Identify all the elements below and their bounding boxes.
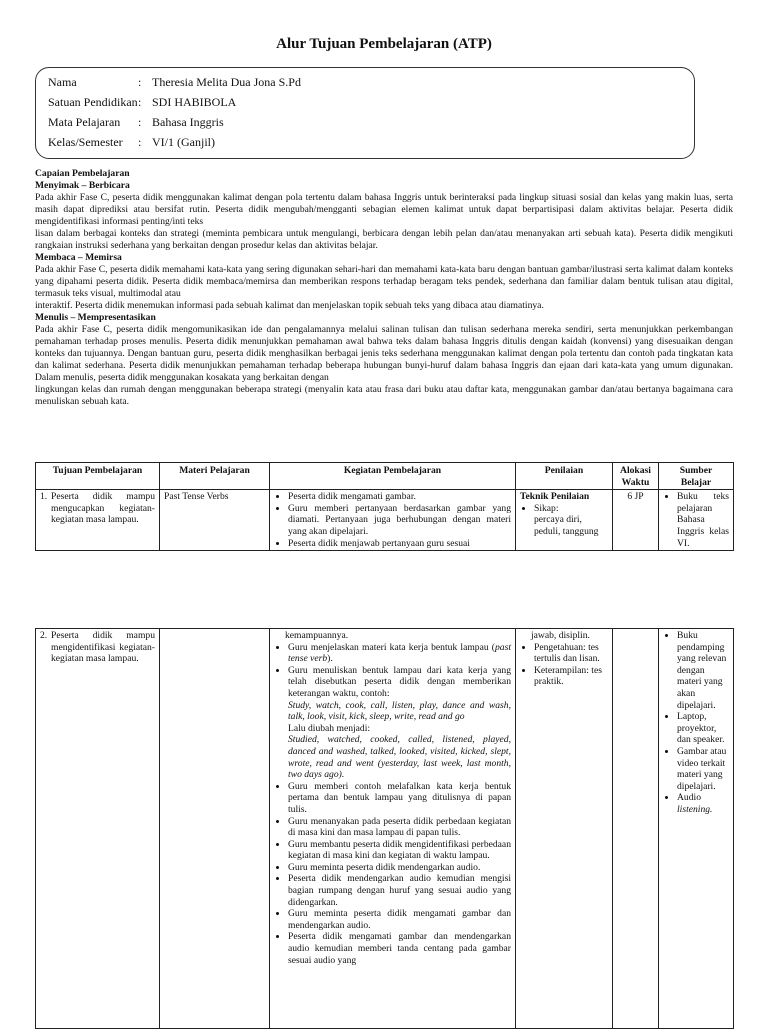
- row-number: 2.: [40, 630, 48, 641]
- kegiatan-term: past tense verb: [288, 641, 511, 665]
- cell-alokasi: [613, 629, 659, 1029]
- kegiatan-text: ).: [327, 653, 333, 665]
- kegiatan-item: • Peserta didik menjawab pertanyaan guru sesuai: [288, 538, 511, 550]
- membaca-paragraph-1: Pada akhir Fase C, peserta didik memahami kata-kata yang sering digunakan sehari-hari dan memahami kata-kata baru dengan bantuan gambar/ilustrasi serta kalimat dalam konteks yang dipahami peserta didik. Peserta didik membaca/memirsa dan memberikan respons terhadap beragam teks pendek, sederhana dan familiar dalam bentuk tulisan atau digital, termasuk teks visual, multimodal atau: [35, 264, 733, 299]
- sumber-item: • Laptop, proyektor, dan speaker.: [677, 711, 729, 746]
- kegiatan-item: [288, 665, 511, 781]
- info-row-mapel: [48, 113, 694, 133]
- penilaian-keterampilan: [534, 665, 608, 688]
- info-label: Mata Pelajaran: [48, 115, 121, 129]
- cell-penilaian: [516, 629, 613, 1029]
- menyimak-paragraph-1: Pada akhir Fase C, peserta didik menggunakan kalimat dengan pola tertentu dalam bahasa Inggris untuk berinteraksi pada lingkup situasi sosial dan kelas yang makin luas, serta masih dapat diprediksi atau bersifat rutin. Peserta didik mengubah/mengganti sebagian elemen kalimat untuk dapat berpartisipasi dalam aktivitas belajar. Peserta didik mengidentifikasi informasi penting/inti teks: [35, 192, 733, 227]
- atp-table-part-1: [35, 462, 734, 551]
- kegiatan-continuation: kemampuannya.: [285, 630, 349, 641]
- header-tujuan: Tujuan Pembelajaran: [36, 463, 160, 490]
- info-colon: :: [138, 95, 142, 109]
- sikap-label: Sikap:: [534, 502, 559, 514]
- atp-table-part-2: [35, 628, 734, 1029]
- info-value: Bahasa Inggris: [152, 115, 224, 129]
- table-row: [36, 629, 734, 1029]
- penilaian-title: Teknik Penilaian: [520, 491, 590, 503]
- header-penilaian: Penilaian: [516, 463, 613, 490]
- capaian-section: [35, 168, 733, 408]
- info-value: VI/1 (Ganjil): [152, 135, 215, 149]
- past-verb-examples: Studied, watched, cooked, called, listened, played, danced and washed, talked, looked, visited, kicked, slept, wrote, read and went (yesterday, last week, last month, two days ago).: [288, 734, 511, 781]
- info-colon: :: [138, 135, 142, 149]
- info-value: Theresia Melita Dua Jona S.Pd: [152, 75, 301, 89]
- kegiatan-item: • Guru meminta peserta didik mengamati gambar dan mendengarkan audio.: [288, 908, 511, 931]
- header-sumber-line1: Sumber: [679, 465, 713, 476]
- cell-penilaian: [516, 490, 613, 551]
- cell-kegiatan: [270, 629, 516, 1029]
- capaian-heading: Capaian Pembelajaran: [35, 168, 130, 179]
- kegiatan-text: Guru menuliskan bentuk lampau dari kata kerja yang telah disebutkan peserta didik dengan memberikan keterangan waktu, contoh:: [288, 664, 511, 699]
- info-label: Satuan Pendidikan: [48, 95, 138, 109]
- header-materi: Materi Pelajaran: [160, 463, 270, 490]
- info-colon: :: [138, 115, 142, 129]
- penilaian-continuation: jawab, disiplin.: [531, 630, 590, 641]
- kegiatan-item: • Guru membantu peserta didik mengidentifikasi perbedaan kegiatan di masa kini dan kegiatan di waktu lampau.: [288, 839, 511, 862]
- info-label: Nama: [48, 75, 77, 89]
- kegiatan-item: [288, 642, 511, 665]
- penilaian-sikap: [534, 503, 608, 538]
- kegiatan-item: • Peserta didik mengamati gambar dan mendengarkan audio kemudian memberi tanda centang pada gambar sesuai audio yang: [288, 931, 511, 966]
- cell-tujuan: [36, 490, 160, 551]
- cell-tujuan: [36, 629, 160, 1029]
- header-sumber: [659, 463, 734, 490]
- identity-box: [35, 67, 695, 159]
- row-number: 1.: [40, 491, 48, 503]
- kegiatan-text: Guru menjelaskan materi kata kerja bentuk lampau (: [288, 641, 495, 653]
- kegiatan-item: • Guru memberi contoh melafalkan kata kerja bentuk pertama dan bentuk lampau yang ditulisnya di papan tulis.: [288, 781, 511, 816]
- info-row-kelas: [48, 133, 694, 153]
- cell-sumber: [659, 490, 734, 551]
- keterampilan-text: tes praktik.: [534, 664, 602, 688]
- page-title: Alur Tujuan Pembelajaran (ATP): [276, 36, 492, 52]
- cell-sumber: [659, 629, 734, 1029]
- header-alokasi-line1: Alokasi: [620, 465, 651, 476]
- tujuan-text: Peserta didik mampu mengidentifikasi kegiatan-kegiatan masa lampau.: [51, 630, 155, 665]
- keterampilan-label: Keterampilan:: [534, 664, 589, 676]
- pengetahuan-text: tes tertulis dan lisan.: [534, 641, 600, 665]
- pengetahuan-label: Pengetahuan:: [534, 641, 586, 653]
- info-colon: :: [138, 75, 142, 89]
- menulis-heading: Menulis – Mempresentasikan: [35, 312, 156, 323]
- menyimak-heading: Menyimak – Berbicara: [35, 180, 130, 191]
- info-value: SDI HABIBOLA: [152, 95, 237, 109]
- tujuan-text: Peserta didik mampu mengucapkan kegiatan-kegiatan masa lampau.: [51, 491, 155, 526]
- penilaian-pengetahuan: [534, 642, 608, 665]
- kegiatan-item: • Guru menanyakan pada peserta didik perbedaan kegiatan di masa kini dan masa lampau di papan tulis.: [288, 816, 511, 839]
- menyimak-paragraph-2: lisan dalam berbagai konteks dan strategi (meminta pembicara untuk mengulangi, berbicara dengan lebih pelan dan/atau menanyakan arti sebuah kata). Peserta didik mengikuti rangkaian instruksi sederhana yang berkaitan dengan prosedur kelas dan aktivitas belajar.: [35, 228, 733, 251]
- sumber-item: • Buku teks pelajaran Bahasa Inggris kelas VI.: [677, 491, 729, 549]
- sumber-item: • Buku pendamping yang relevan dengan materi yang akan dipelajari.: [677, 630, 729, 711]
- info-row-nama: [48, 73, 694, 93]
- table-row: [36, 490, 734, 551]
- sumber-item: [677, 792, 729, 815]
- menulis-paragraph-2: lingkungan kelas dan rumah dengan menggunakan beberapa strategi (menyalin kata atau frasa dari buku atau daftar kata, menggunakan gambar dan/atau bertanya bagaimana cara menuliskan sebuah kata.: [35, 384, 733, 407]
- header-alokasi-line2: Waktu: [621, 476, 650, 488]
- kegiatan-item: • Peserta didik mendengarkan audio kemudian mengisi bagian rumpang dengan huruf yang sesuai audio yang didengarkan.: [288, 873, 511, 908]
- cell-alokasi: 6 JP: [613, 490, 659, 551]
- kegiatan-item: • Guru meminta peserta didik mendengarkan audio.: [288, 862, 511, 874]
- table-header-row: [36, 463, 734, 490]
- cell-materi: [160, 629, 270, 1029]
- verb-examples: Study, watch, cook, call, listen, play, dance and wash, talk, look, visit, kick, sleep, write, read and go: [288, 699, 511, 723]
- membaca-heading: Membaca – Memirsa: [35, 252, 122, 263]
- header-alokasi: [613, 463, 659, 490]
- sumber-text: Audio: [677, 792, 701, 804]
- header-sumber-line2: Belajar: [680, 476, 712, 488]
- header-kegiatan: Kegiatan Pembelajaran: [270, 463, 516, 490]
- menulis-paragraph-1: Pada akhir Fase C, peserta didik mengomunikasikan ide dan pengalamannya melalui salinan tulisan dan tulisan sederhana mereka sendiri, serta menunjukkan perkembangan pemahaman terhadap proses menulis. Peserta didik menunjukkan pemahaman awal bahwa teks dalam bahasa Inggris ditulis dengan kaidah (konvensi) yang disesuaikan dengan konteks dan tujuannya. Dengan bantuan guru, peserta didik menghasilkan berbagai jenis teks sederhana menggunakan kalimat dengan pola tertentu dan contoh pada tingkatan kata dan kalimat sederhana. Peserta didik menunjukkan pemahaman terhadap beberapa hubungan bunyi-huruf dalam bahasa Inggris dan ejaan dari kata-kata yang umum digunakan. Dalam menulis, peserta didik menggunakan kosakata yang berkaitan dengan: [35, 324, 733, 383]
- kegiatan-item: • Guru memberi pertanyaan berdasarkan gambar yang diamati. Pertanyaan juga berhubungan dengan materi yang akan dipelajari.: [288, 503, 511, 538]
- info-label: Kelas/Semester: [48, 135, 123, 149]
- sikap-text: percaya diri, peduli, tanggung: [534, 514, 599, 537]
- kegiatan-text: Lalu diubah menjadi:: [288, 722, 371, 734]
- membaca-paragraph-2: interaktif. Peserta didik menemukan informasi pada sebuah kalimat dan menjelaskan topik sebuah teks yang dibaca atau diamatinya.: [35, 300, 544, 311]
- cell-materi: Past Tense Verbs: [160, 490, 270, 551]
- info-row-satuan: [48, 93, 694, 113]
- kegiatan-item: • Peserta didik mengamati gambar.: [288, 491, 511, 503]
- sumber-term: listening.: [677, 803, 713, 815]
- cell-kegiatan: [270, 490, 516, 551]
- sumber-item: • Gambar atau video terkait materi yang dipelajari.: [677, 746, 729, 792]
